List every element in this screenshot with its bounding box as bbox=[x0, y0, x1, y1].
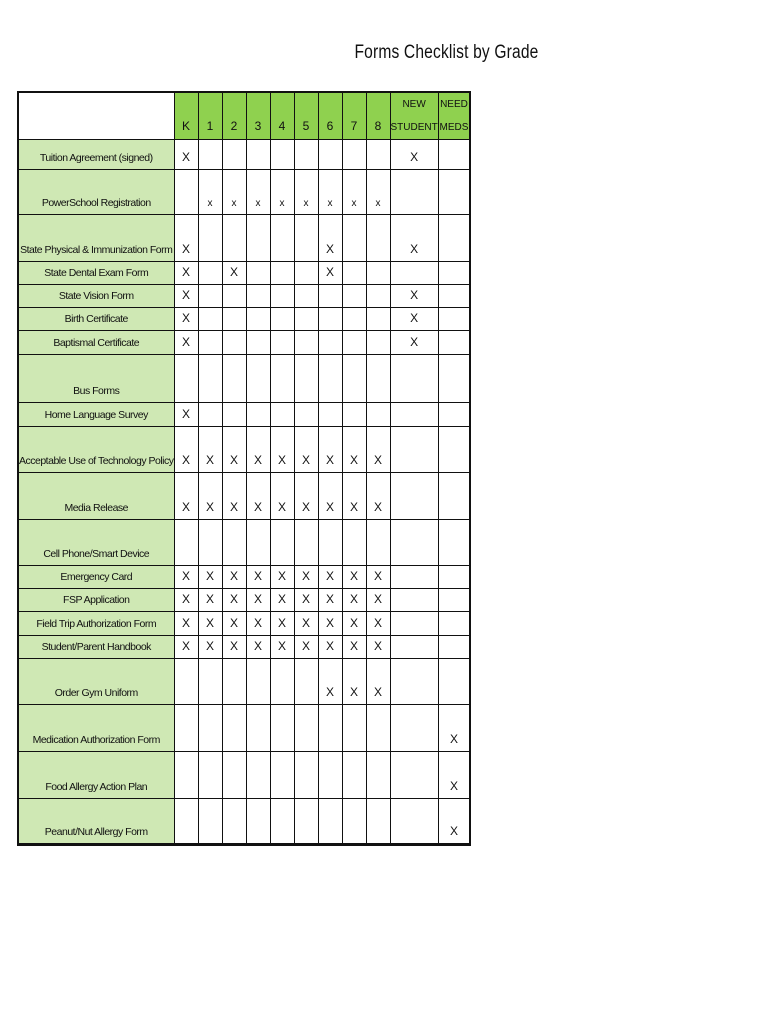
checklist-cell: X bbox=[366, 636, 390, 659]
table-row bbox=[18, 636, 470, 659]
checklist-cell bbox=[222, 659, 246, 705]
form-label: Acceptable Use of Technology Policy bbox=[18, 427, 174, 473]
checklist-cell: X bbox=[174, 285, 198, 308]
checklist-cell bbox=[390, 170, 438, 215]
table-row bbox=[18, 799, 470, 845]
checklist-cell bbox=[342, 799, 366, 845]
checklist-cell bbox=[174, 799, 198, 845]
checklist-cell bbox=[438, 140, 470, 170]
checklist-cell bbox=[270, 140, 294, 170]
checklist-cell bbox=[366, 215, 390, 262]
column-header: 8 bbox=[366, 92, 390, 140]
form-label: Medication Authorization Form bbox=[18, 705, 174, 752]
checklist-cell: X bbox=[294, 636, 318, 659]
checklist-cell bbox=[366, 355, 390, 403]
checklist-cell: X bbox=[174, 215, 198, 262]
checklist-cell bbox=[438, 659, 470, 705]
checklist-cell bbox=[318, 403, 342, 427]
form-label: Tuition Agreement (signed) bbox=[18, 140, 174, 170]
checklist-cell bbox=[270, 285, 294, 308]
checklist-cell bbox=[294, 520, 318, 566]
checklist-cell bbox=[294, 308, 318, 331]
checklist-cell: X bbox=[366, 473, 390, 520]
checklist-cell bbox=[294, 705, 318, 752]
table-row bbox=[18, 355, 470, 403]
page-title: Forms Checklist by Grade bbox=[354, 42, 539, 63]
checklist-cell bbox=[222, 799, 246, 845]
checklist-cell bbox=[318, 308, 342, 331]
checklist-cell bbox=[438, 520, 470, 566]
form-label: State Physical & Immunization Form bbox=[18, 215, 174, 262]
checklist-cell bbox=[390, 799, 438, 845]
checklist-cell bbox=[294, 403, 318, 427]
checklist-cell: X bbox=[174, 636, 198, 659]
checklist-cell: X bbox=[318, 215, 342, 262]
checklist-cell bbox=[222, 355, 246, 403]
checklist-cell: X bbox=[198, 473, 222, 520]
checklist-cell: X bbox=[390, 215, 438, 262]
checklist-cell: X bbox=[294, 589, 318, 612]
checklist-cell bbox=[174, 705, 198, 752]
checklist-cell bbox=[366, 262, 390, 285]
checklist-cell bbox=[438, 566, 470, 589]
checklist-cell bbox=[342, 262, 366, 285]
checklist-cell: X bbox=[270, 566, 294, 589]
checklist-cell: X bbox=[222, 589, 246, 612]
checklist-cell: X bbox=[246, 636, 270, 659]
checklist-cell bbox=[270, 308, 294, 331]
checklist-cell bbox=[198, 520, 222, 566]
checklist-cell: X bbox=[342, 473, 366, 520]
checklist-cell bbox=[246, 520, 270, 566]
checklist-cell bbox=[246, 752, 270, 799]
checklist-cell: X bbox=[342, 589, 366, 612]
checklist-cell bbox=[222, 705, 246, 752]
checklist-cell bbox=[390, 520, 438, 566]
checklist-cell bbox=[270, 799, 294, 845]
checklist-cell bbox=[222, 285, 246, 308]
checklist-cell: X bbox=[222, 566, 246, 589]
checklist-cell: X bbox=[246, 473, 270, 520]
checklist-cell: x bbox=[366, 170, 390, 215]
table-row bbox=[18, 427, 470, 473]
checklist-cell bbox=[246, 659, 270, 705]
checklist-cell bbox=[222, 308, 246, 331]
table-row bbox=[18, 705, 470, 752]
checklist-cell bbox=[270, 705, 294, 752]
checklist-cell: X bbox=[270, 589, 294, 612]
checklist-cell: X bbox=[294, 473, 318, 520]
checklist-cell bbox=[438, 170, 470, 215]
checklist-cell bbox=[294, 355, 318, 403]
checklist-cell bbox=[198, 705, 222, 752]
checklist-cell bbox=[366, 403, 390, 427]
checklist-cell: X bbox=[318, 473, 342, 520]
checklist-cell bbox=[198, 308, 222, 331]
checklist-cell: X bbox=[366, 659, 390, 705]
checklist-cell bbox=[366, 331, 390, 355]
checklist-cell: X bbox=[366, 566, 390, 589]
checklist-cell: X bbox=[174, 308, 198, 331]
column-header: K bbox=[174, 92, 198, 140]
checklist-cell bbox=[318, 520, 342, 566]
table-row bbox=[18, 285, 470, 308]
checklist-cell bbox=[390, 659, 438, 705]
checklist-cell: X bbox=[270, 636, 294, 659]
table-row bbox=[18, 612, 470, 636]
checklist-cell bbox=[270, 752, 294, 799]
checklist-cell bbox=[438, 636, 470, 659]
checklist-cell bbox=[270, 520, 294, 566]
checklist-cell bbox=[366, 705, 390, 752]
checklist-cell bbox=[174, 170, 198, 215]
checklist-cell bbox=[294, 285, 318, 308]
checklist-cell bbox=[342, 520, 366, 566]
checklist-cell bbox=[318, 355, 342, 403]
checklist-cell bbox=[342, 308, 366, 331]
checklist-cell bbox=[390, 403, 438, 427]
checklist-cell: X bbox=[174, 140, 198, 170]
checklist-cell: X bbox=[366, 427, 390, 473]
checklist-cell bbox=[246, 308, 270, 331]
table-row bbox=[18, 170, 470, 215]
checklist-cell bbox=[438, 355, 470, 403]
checklist-cell bbox=[222, 752, 246, 799]
checklist-cell bbox=[270, 659, 294, 705]
checklist-cell bbox=[318, 331, 342, 355]
checklist-cell: X bbox=[318, 612, 342, 636]
table-row bbox=[18, 215, 470, 262]
checklist-cell bbox=[342, 355, 366, 403]
form-label: State Dental Exam Form bbox=[18, 262, 174, 285]
checklist-cell: X bbox=[198, 427, 222, 473]
checklist-cell: X bbox=[198, 589, 222, 612]
checklist-cell: x bbox=[246, 170, 270, 215]
corner-cell bbox=[18, 92, 174, 140]
table-row bbox=[18, 140, 470, 170]
checklist-cell: X bbox=[366, 612, 390, 636]
checklist-cell bbox=[438, 215, 470, 262]
checklist-cell bbox=[270, 215, 294, 262]
checklist-cell: X bbox=[318, 566, 342, 589]
checklist-cell bbox=[198, 331, 222, 355]
checklist-cell bbox=[222, 403, 246, 427]
checklist-cell bbox=[438, 612, 470, 636]
form-label: Field Trip Authorization Form bbox=[18, 612, 174, 636]
checklist-cell bbox=[246, 705, 270, 752]
checklist-cell: x bbox=[342, 170, 366, 215]
checklist-cell bbox=[174, 659, 198, 705]
column-header-need-meds: NEED MEDS bbox=[438, 92, 470, 140]
checklist-cell: X bbox=[318, 262, 342, 285]
form-label: State Vision Form bbox=[18, 285, 174, 308]
checklist-cell: X bbox=[438, 705, 470, 752]
checklist-cell: X bbox=[174, 331, 198, 355]
table-row bbox=[18, 752, 470, 799]
checklist-cell: X bbox=[366, 589, 390, 612]
checklist-cell: X bbox=[174, 403, 198, 427]
checklist-cell bbox=[318, 140, 342, 170]
table-row bbox=[18, 566, 470, 589]
checklist-cell bbox=[390, 427, 438, 473]
column-header: 2 bbox=[222, 92, 246, 140]
checklist-cell bbox=[366, 799, 390, 845]
checklist-cell: X bbox=[174, 427, 198, 473]
table-row bbox=[18, 473, 470, 520]
checklist-cell: X bbox=[174, 473, 198, 520]
table-row bbox=[18, 589, 470, 612]
column-header-new-student: NEW STUDENT bbox=[390, 92, 438, 140]
form-label: PowerSchool Registration bbox=[18, 170, 174, 215]
checklist-cell: X bbox=[390, 308, 438, 331]
checklist-cell: X bbox=[390, 140, 438, 170]
checklist-cell: X bbox=[294, 566, 318, 589]
checklist-cell: X bbox=[270, 427, 294, 473]
checklist-cell: X bbox=[294, 612, 318, 636]
checklist-cell: X bbox=[174, 612, 198, 636]
table-row bbox=[18, 520, 470, 566]
checklist-cell bbox=[342, 215, 366, 262]
table-row bbox=[18, 262, 470, 285]
checklist-cell: X bbox=[390, 331, 438, 355]
checklist-cell bbox=[246, 355, 270, 403]
forms-checklist-table bbox=[17, 91, 471, 846]
checklist-cell bbox=[438, 262, 470, 285]
checklist-cell bbox=[270, 355, 294, 403]
checklist-cell: X bbox=[198, 566, 222, 589]
checklist-cell bbox=[198, 140, 222, 170]
column-header: 6 bbox=[318, 92, 342, 140]
checklist-cell bbox=[366, 140, 390, 170]
checklist-cell: X bbox=[198, 636, 222, 659]
checklist-cell: X bbox=[174, 262, 198, 285]
checklist-cell bbox=[390, 612, 438, 636]
checklist-cell bbox=[198, 262, 222, 285]
column-header: 1 bbox=[198, 92, 222, 140]
checklist-cell bbox=[222, 331, 246, 355]
checklist-cell bbox=[390, 473, 438, 520]
checklist-cell: X bbox=[270, 612, 294, 636]
checklist-cell: x bbox=[270, 170, 294, 215]
checklist-cell bbox=[270, 262, 294, 285]
checklist-cell: X bbox=[318, 636, 342, 659]
checklist-cell bbox=[438, 331, 470, 355]
checklist-cell bbox=[342, 285, 366, 308]
checklist-cell bbox=[390, 752, 438, 799]
form-label: Baptismal Certificate bbox=[18, 331, 174, 355]
checklist-cell bbox=[342, 752, 366, 799]
checklist-cell: X bbox=[342, 566, 366, 589]
checklist-cell bbox=[222, 520, 246, 566]
checklist-cell: X bbox=[438, 752, 470, 799]
checklist-cell bbox=[222, 215, 246, 262]
checklist-cell bbox=[198, 355, 222, 403]
checklist-cell: X bbox=[342, 636, 366, 659]
checklist-cell: X bbox=[222, 636, 246, 659]
checklist-cell bbox=[390, 566, 438, 589]
checklist-cell bbox=[246, 331, 270, 355]
checklist-cell bbox=[438, 589, 470, 612]
checklist-cell: X bbox=[294, 427, 318, 473]
checklist-cell: X bbox=[246, 566, 270, 589]
checklist-cell bbox=[198, 285, 222, 308]
checklist-cell bbox=[198, 799, 222, 845]
checklist-cell bbox=[246, 262, 270, 285]
checklist-cell bbox=[294, 752, 318, 799]
checklist-cell bbox=[246, 140, 270, 170]
checklist-cell: X bbox=[318, 659, 342, 705]
checklist-cell: X bbox=[270, 473, 294, 520]
header-row bbox=[18, 92, 470, 140]
column-header: 5 bbox=[294, 92, 318, 140]
checklist-cell: X bbox=[246, 589, 270, 612]
checklist-cell bbox=[198, 659, 222, 705]
checklist-cell bbox=[270, 331, 294, 355]
form-label: Emergency Card bbox=[18, 566, 174, 589]
column-header: 4 bbox=[270, 92, 294, 140]
checklist-cell bbox=[342, 705, 366, 752]
checklist-cell: x bbox=[318, 170, 342, 215]
checklist-cell: X bbox=[318, 427, 342, 473]
checklist-cell: X bbox=[222, 427, 246, 473]
checklist-cell: X bbox=[222, 473, 246, 520]
form-label: Media Release bbox=[18, 473, 174, 520]
checklist-cell: x bbox=[294, 170, 318, 215]
checklist-cell bbox=[270, 403, 294, 427]
checklist-cell bbox=[294, 659, 318, 705]
checklist-cell bbox=[246, 403, 270, 427]
form-label: Order Gym Uniform bbox=[18, 659, 174, 705]
checklist-cell: X bbox=[342, 612, 366, 636]
checklist-cell bbox=[438, 285, 470, 308]
checklist-cell bbox=[366, 308, 390, 331]
checklist-cell bbox=[390, 705, 438, 752]
checklist-cell bbox=[318, 752, 342, 799]
checklist-cell bbox=[198, 752, 222, 799]
checklist-cell: X bbox=[246, 427, 270, 473]
checklist-cell: X bbox=[318, 589, 342, 612]
checklist-cell bbox=[390, 589, 438, 612]
checklist-cell: X bbox=[438, 799, 470, 845]
column-header: 7 bbox=[342, 92, 366, 140]
checklist-cell bbox=[174, 752, 198, 799]
checklist-cell bbox=[390, 262, 438, 285]
checklist-cell bbox=[174, 355, 198, 403]
form-label: Student/Parent Handbook bbox=[18, 636, 174, 659]
checklist-cell bbox=[222, 140, 246, 170]
checklist-cell: X bbox=[390, 285, 438, 308]
checklist-cell bbox=[318, 285, 342, 308]
checklist-cell bbox=[366, 752, 390, 799]
checklist-cell: X bbox=[222, 612, 246, 636]
table-row bbox=[18, 308, 470, 331]
checklist-cell bbox=[342, 403, 366, 427]
checklist-cell: X bbox=[222, 262, 246, 285]
table-row bbox=[18, 659, 470, 705]
checklist-cell: x bbox=[198, 170, 222, 215]
checklist-cell bbox=[390, 636, 438, 659]
form-label: Cell Phone/Smart Device bbox=[18, 520, 174, 566]
checklist-cell bbox=[174, 520, 198, 566]
checklist-cell bbox=[366, 520, 390, 566]
form-label: FSP Application bbox=[18, 589, 174, 612]
table-row bbox=[18, 331, 470, 355]
form-label: Peanut/Nut Allergy Form bbox=[18, 799, 174, 845]
form-label: Home Language Survey bbox=[18, 403, 174, 427]
checklist-cell bbox=[366, 285, 390, 308]
checklist-cell bbox=[246, 799, 270, 845]
checklist-cell: X bbox=[174, 566, 198, 589]
checklist-cell bbox=[198, 215, 222, 262]
checklist-cell bbox=[198, 403, 222, 427]
checklist-cell bbox=[318, 799, 342, 845]
checklist-cell bbox=[294, 799, 318, 845]
checklist-cell bbox=[294, 262, 318, 285]
checklist-cell bbox=[438, 427, 470, 473]
form-label: Bus Forms bbox=[18, 355, 174, 403]
checklist-cell bbox=[438, 308, 470, 331]
checklist-cell bbox=[294, 215, 318, 262]
checklist-cell: x bbox=[222, 170, 246, 215]
column-header: 3 bbox=[246, 92, 270, 140]
checklist-cell: X bbox=[342, 427, 366, 473]
checklist-cell: X bbox=[198, 612, 222, 636]
form-label: Birth Certificate bbox=[18, 308, 174, 331]
checklist-cell bbox=[342, 140, 366, 170]
checklist-cell bbox=[246, 285, 270, 308]
checklist-cell bbox=[246, 215, 270, 262]
checklist-cell bbox=[390, 355, 438, 403]
checklist-cell bbox=[438, 403, 470, 427]
checklist-cell: X bbox=[246, 612, 270, 636]
checklist-cell: X bbox=[174, 589, 198, 612]
checklist-cell bbox=[318, 705, 342, 752]
checklist-cell bbox=[342, 331, 366, 355]
table-row bbox=[18, 403, 470, 427]
form-label: Food Allergy Action Plan bbox=[18, 752, 174, 799]
checklist-cell bbox=[294, 331, 318, 355]
checklist-cell: X bbox=[342, 659, 366, 705]
checklist-cell bbox=[294, 140, 318, 170]
checklist-cell bbox=[438, 473, 470, 520]
